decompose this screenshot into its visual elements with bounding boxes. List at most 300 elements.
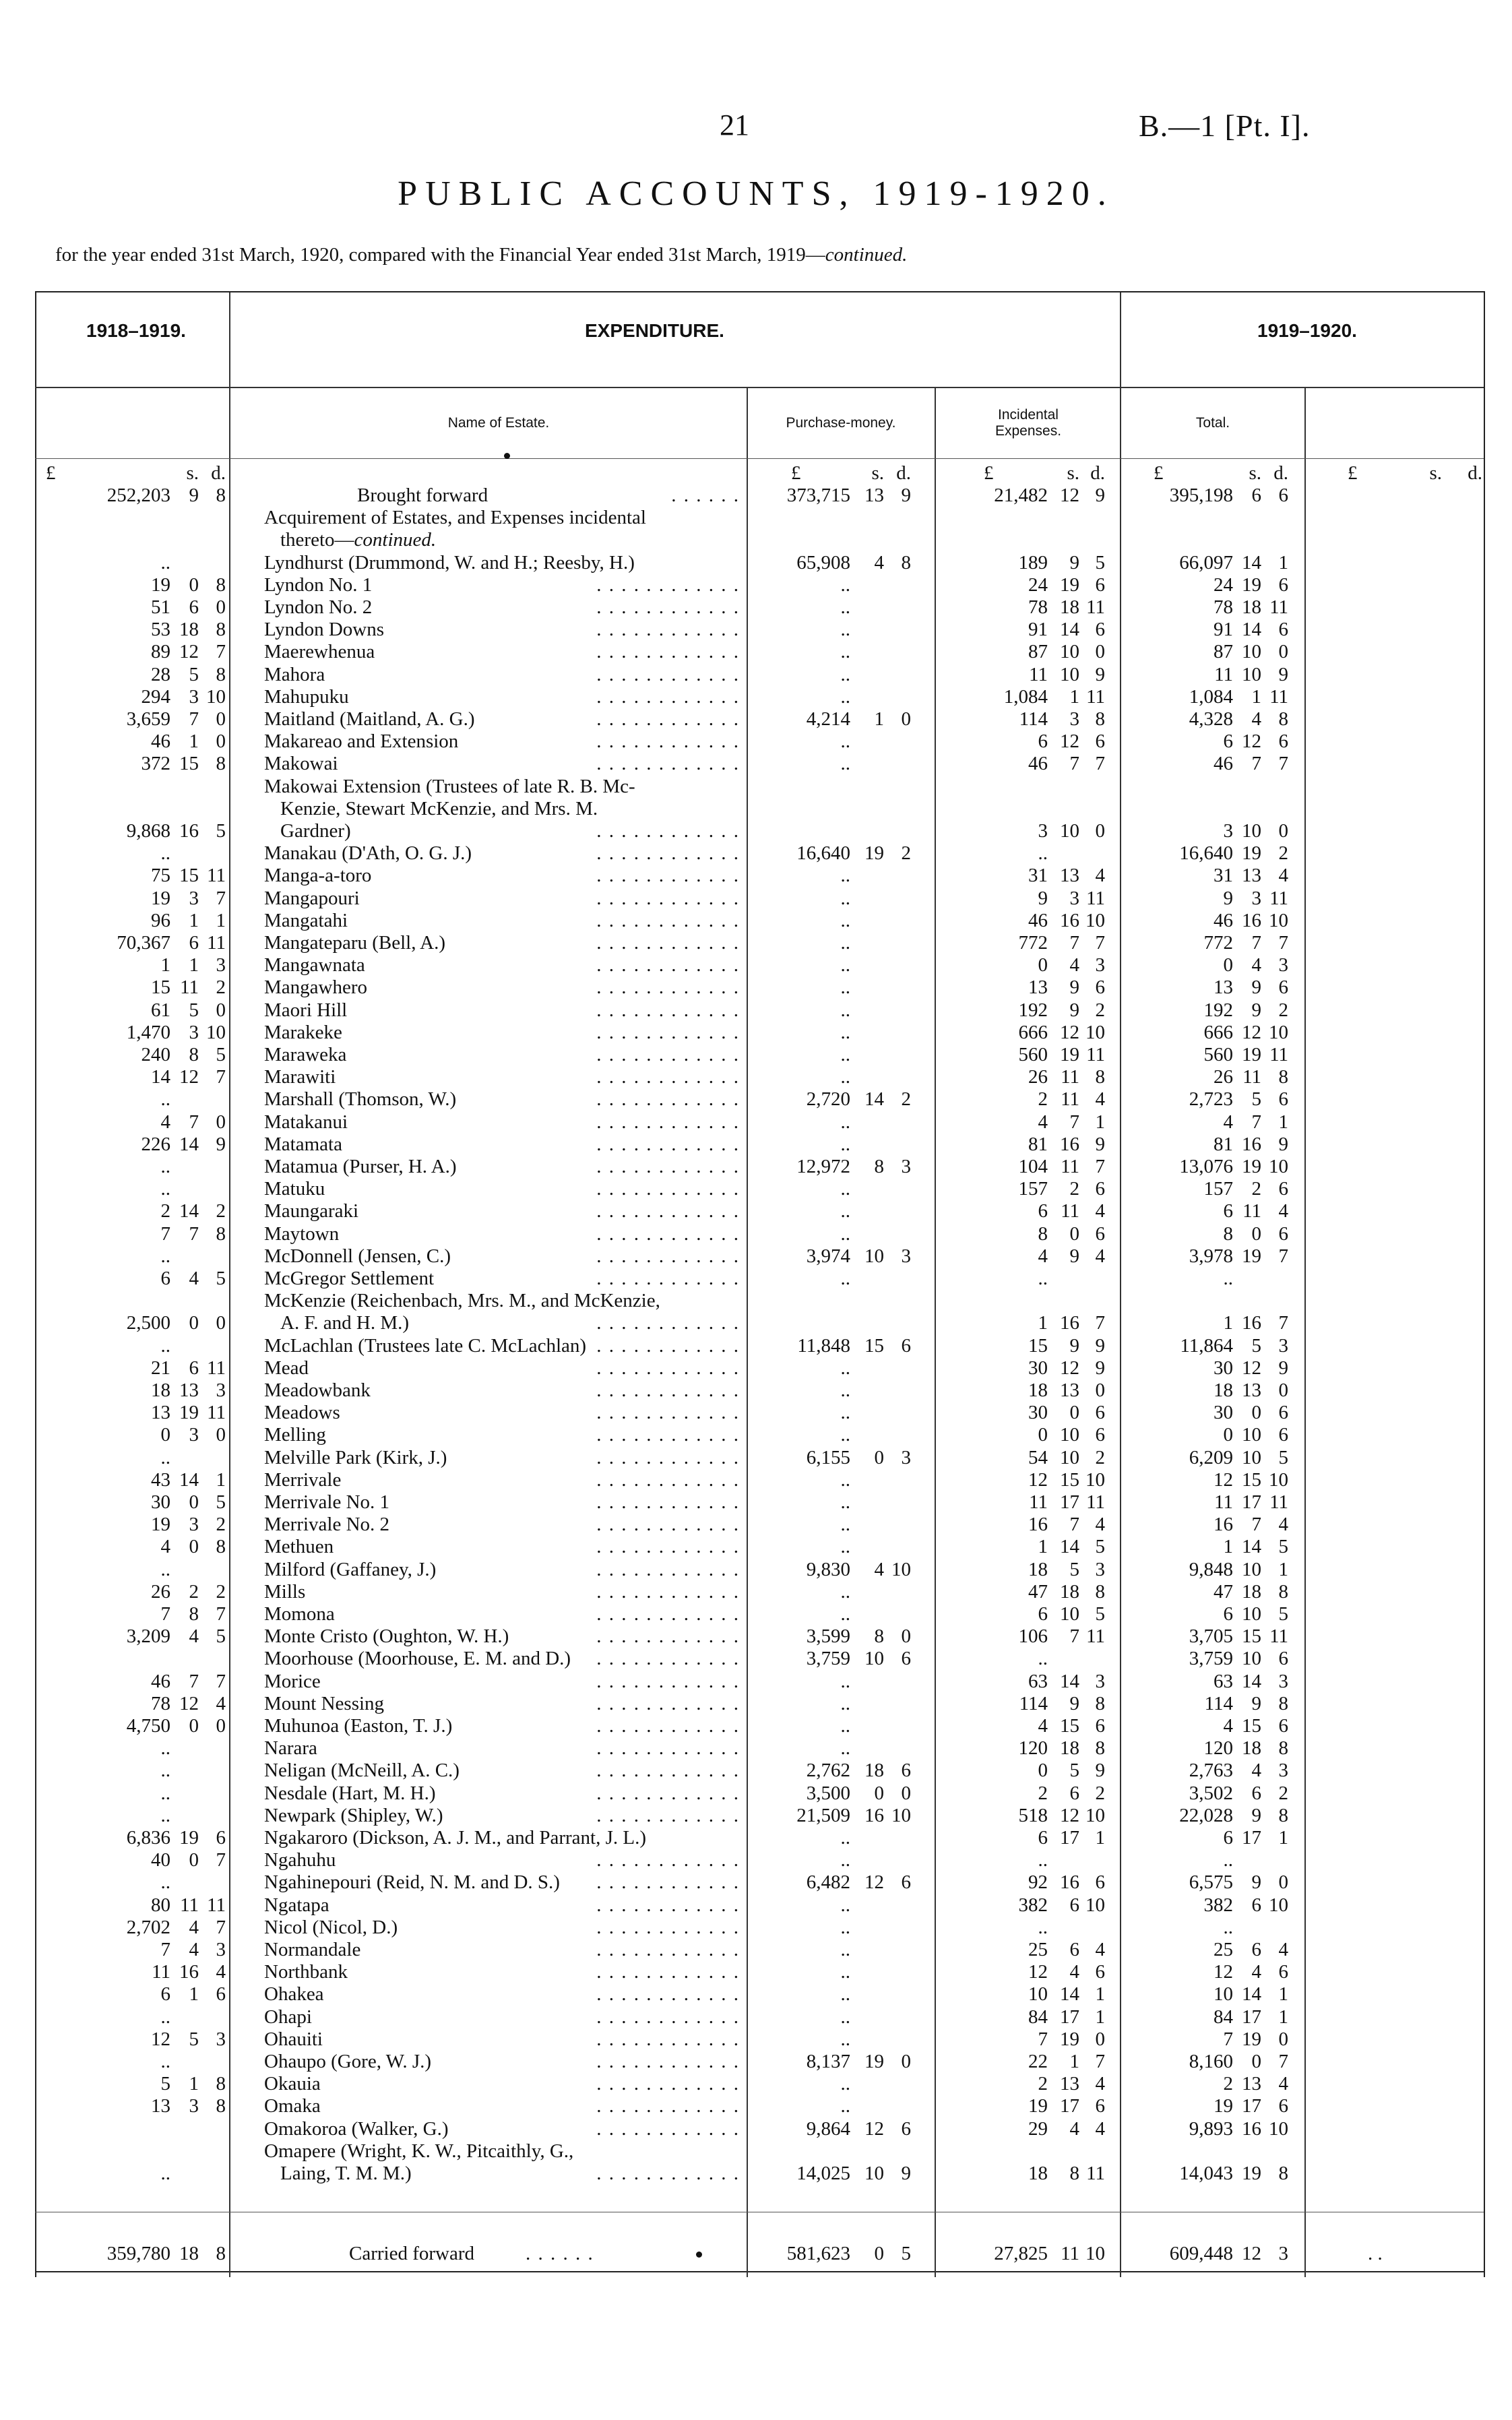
tot-pound: 395,198: [1169, 485, 1233, 506]
tot-s: 15: [1242, 1715, 1261, 1737]
prev-d: 2: [216, 1514, 226, 1535]
prev-pound: 4: [160, 1111, 170, 1133]
tot-s: 13: [1242, 1379, 1261, 1401]
ie-pound: 92: [1028, 1871, 1048, 1893]
pm-pound: ..: [840, 574, 850, 596]
tot-pound: ..: [1223, 1849, 1233, 1871]
estate-name-text: Omaka: [264, 2095, 321, 2117]
ie-unit-d: d.: [1090, 462, 1105, 484]
prev-pound: 40: [151, 1849, 170, 1871]
pm-pound: 3,500: [806, 1782, 850, 1804]
prev-d: 7: [216, 641, 226, 662]
tot-s: 4: [1251, 1961, 1261, 1983]
ie-s: 18: [1060, 1581, 1079, 1603]
leader-dots: . . . . . . . . . . . .: [596, 619, 740, 640]
tot-s: 7: [1251, 1514, 1261, 1535]
prev-pound: 6: [160, 1268, 170, 1289]
prev-s: 2: [189, 1581, 199, 1603]
prev-d: 4: [216, 1961, 226, 1983]
prev-d: 3: [216, 2028, 226, 2050]
ie-s: 5: [1069, 1760, 1079, 1781]
ie-d: 9: [1095, 1335, 1105, 1357]
ie-pound: 0: [1038, 1424, 1048, 1446]
ie-s: 10: [1060, 1603, 1079, 1625]
pm-pound: ..: [840, 1917, 850, 1938]
estate-name-italic: continued.: [354, 529, 437, 551]
pm-pound: ..: [840, 865, 850, 886]
leader-dots: . . . . . . . . . . . .: [596, 1379, 740, 1401]
leader-dots: . . . . . . . . . . . .: [596, 842, 740, 864]
pm-pound: ..: [840, 1379, 850, 1401]
ie-pound: 0: [1038, 954, 1048, 976]
tot-s: 13: [1242, 2073, 1261, 2095]
tot-s: 4: [1251, 954, 1261, 976]
prev-d: 7: [216, 1671, 226, 1692]
leader-dots: . . . . . . . . . . . .: [596, 1022, 740, 1043]
prev-s: 1: [189, 1983, 199, 2005]
prev-pound: 46: [151, 731, 170, 752]
pm-pound: 11,848: [797, 1335, 850, 1357]
ie-s: 1: [1069, 686, 1079, 708]
ie-pound: 18: [1028, 2163, 1048, 2184]
last-unit-pound: £: [1348, 462, 1358, 484]
ie-d: 8: [1095, 1066, 1105, 1088]
tot-d: 6: [1278, 1402, 1288, 1423]
ie-d: 0: [1095, 2028, 1105, 2050]
pm-unit-d: d.: [896, 462, 911, 484]
tot-s: 6: [1251, 1782, 1261, 1804]
ie-pound: 9: [1038, 888, 1048, 909]
tot-d: 3: [1278, 954, 1288, 976]
estate-name-text: Meadows: [264, 1402, 340, 1423]
tot-pound: 13: [1214, 976, 1233, 998]
tot-s: 3: [1251, 888, 1261, 909]
expenditure-heading: EXPENDITURE.: [585, 320, 724, 341]
tot-d: 10: [1269, 1022, 1288, 1043]
ie-d: 2: [1095, 1447, 1105, 1468]
ie-pound: 18: [1028, 1559, 1048, 1580]
prev-s: 9: [189, 485, 199, 506]
tot-pound: 3: [1223, 820, 1233, 842]
prev-s: 1: [189, 954, 199, 976]
prev-d: 9: [216, 1134, 226, 1155]
pm-pound: 12,972: [796, 1156, 850, 1177]
ie-s: 19: [1060, 574, 1079, 596]
estate-name-text: Mangawnata: [264, 954, 365, 976]
tot-s: 15: [1242, 1469, 1261, 1491]
pm-s: 12: [864, 1871, 884, 1893]
leader-dots: . . . . . . . . . . . .: [596, 1245, 740, 1267]
ie-d: 4: [1095, 865, 1105, 886]
prev-pound: 51: [151, 596, 170, 618]
ie-pound: 157: [1018, 1178, 1048, 1200]
prev-s: 14: [179, 1200, 199, 1222]
estate-name-text: Milford (Gaffaney, J.): [264, 1559, 437, 1580]
ie-d: 7: [1095, 1156, 1105, 1177]
prev-pound: 11: [152, 1961, 170, 1983]
leader-dots: . . . . . . . . . . . .: [596, 1581, 740, 1603]
estate-name-text: thereto—: [280, 529, 354, 551]
footer-pm-s: 0: [874, 2243, 884, 2264]
tot-d: 0: [1278, 641, 1288, 662]
leader-dots: . . . . . . . . . . . .: [596, 1760, 740, 1781]
pm-pound: ..: [840, 1693, 850, 1714]
prev-s: 0: [189, 1491, 199, 1513]
estate-name-text: Morice: [264, 1671, 321, 1692]
tot-s: 6: [1251, 1894, 1261, 1916]
prev-d: 3: [216, 1939, 226, 1960]
prev-pound: 7: [160, 1603, 170, 1625]
tot-pound: 4: [1223, 1111, 1233, 1133]
ie-s: 9: [1069, 999, 1079, 1021]
divider-total: [1304, 387, 1306, 2277]
last-unit-s: s.: [1429, 462, 1442, 484]
leader-dots: . . . . . . . . . . . .: [596, 954, 740, 976]
tot-pound: 9,848: [1189, 1559, 1233, 1580]
ie-pound: 1: [1038, 1536, 1048, 1557]
pm-pound: 373,715: [786, 485, 850, 506]
pm-s: 18: [864, 1760, 884, 1781]
estate-name-text: Matamata: [264, 1134, 342, 1155]
estate-name-text: Ohauiti: [264, 2028, 323, 2050]
bullet-dot: [504, 453, 510, 459]
prev-d: 11: [207, 1894, 226, 1916]
prev-s: 13: [179, 1379, 199, 1401]
footer-ie-d: 10: [1085, 2243, 1105, 2264]
ie-pound: 25: [1028, 1939, 1048, 1960]
prev-d: 0: [216, 999, 226, 1021]
tot-d: 8: [1278, 1066, 1288, 1088]
tot-s: 19: [1242, 574, 1261, 596]
tot-pound: 18: [1214, 1379, 1233, 1401]
prev-d: 11: [207, 865, 226, 886]
prev-d: 0: [216, 708, 226, 730]
prev-pound: ..: [160, 1805, 170, 1826]
tot-s: 18: [1242, 1581, 1261, 1603]
prev-pound: 53: [151, 619, 170, 640]
tot-d: 2: [1278, 999, 1288, 1021]
estate-name-text: Maraweka: [264, 1044, 347, 1065]
ie-s: 13: [1060, 865, 1079, 886]
tot-s: 2: [1251, 1178, 1261, 1200]
ie-pound: ..: [1038, 1917, 1048, 1938]
ie-pound: 0: [1038, 1760, 1048, 1781]
prev-s: 0: [189, 1849, 199, 1871]
prev-d: 10: [206, 686, 226, 708]
estate-name-text: Matakanui: [264, 1111, 348, 1133]
ie-d: 6: [1095, 1424, 1105, 1446]
ie-s: 14: [1060, 1536, 1079, 1557]
tot-d: 10: [1269, 1156, 1288, 1177]
pm-d: 6: [901, 1648, 911, 1669]
tot-pound: 8: [1223, 1223, 1233, 1245]
pm-pound: ..: [840, 1715, 850, 1737]
tot-s: 0: [1251, 1223, 1261, 1245]
leader-dots: . . . . . . . . . . . .: [596, 2095, 740, 2117]
estate-name-text: Maerewhenua: [264, 641, 375, 662]
pm-d: 3: [901, 1156, 911, 1177]
estate-name-text: Neligan (McNeill, A. C.): [264, 1760, 460, 1781]
ie-d: 4: [1095, 1245, 1105, 1267]
tot-d: 3: [1278, 1760, 1288, 1781]
tot-s: 19: [1242, 842, 1261, 864]
tot-s: 10: [1242, 820, 1261, 842]
pm-unit-s: s.: [871, 462, 884, 484]
tot-d: 1: [1278, 2006, 1288, 2028]
prev-s: 0: [189, 1715, 199, 1737]
tot-s: 12: [1242, 731, 1261, 752]
tot-pound: 47: [1214, 1581, 1233, 1603]
ie-pound: 8: [1038, 1223, 1048, 1245]
pm-pound: ..: [840, 910, 850, 931]
tot-pound: 4: [1223, 1715, 1233, 1737]
pm-s: 16: [864, 1805, 884, 1826]
prev-pound: 43: [151, 1469, 170, 1491]
tot-s: 19: [1242, 2028, 1261, 2050]
tot-d: 8: [1278, 1805, 1288, 1826]
ie-pound: 7: [1038, 2028, 1048, 2050]
prev-d: 11: [207, 1357, 226, 1379]
prev-s: 16: [179, 1961, 199, 1983]
estate-name-text: Maori Hill: [264, 999, 348, 1021]
column-header-name: Name of Estate.: [447, 415, 550, 431]
ie-s: 18: [1060, 596, 1079, 618]
subtitle-continued: continued.: [825, 244, 908, 266]
prev-pound: 78: [151, 1693, 170, 1714]
ie-s: 12: [1060, 1022, 1079, 1043]
leader-dots: . . . . . . . . . . . .: [596, 1200, 740, 1222]
ie-pound: 382: [1018, 1894, 1048, 1916]
pm-d: 10: [891, 1559, 911, 1580]
tot-pound: 46: [1214, 753, 1233, 774]
tot-s: 5: [1251, 1335, 1261, 1357]
ie-d: 9: [1095, 1760, 1105, 1781]
tot-pound: 0: [1223, 1424, 1233, 1446]
tot-d: 4: [1278, 1200, 1288, 1222]
tot-s: 16: [1242, 1312, 1261, 1334]
pm-pound: ..: [840, 1357, 850, 1379]
prev-pound: 13: [151, 2095, 170, 2117]
leader-dots: . . . . . . . . . . . .: [596, 664, 740, 685]
ie-s: 14: [1060, 1983, 1079, 2005]
ie-s: 12: [1060, 1805, 1079, 1826]
tot-s: 10: [1242, 641, 1261, 662]
prev-s: 0: [189, 1312, 199, 1334]
pm-d: 6: [901, 1871, 911, 1893]
tot-s: 19: [1242, 1245, 1261, 1267]
ie-d: 8: [1095, 1581, 1105, 1603]
ie-s: 10: [1060, 1424, 1079, 1446]
tot-pound: 382: [1203, 1894, 1233, 1916]
tot-d: 10: [1269, 1894, 1288, 1916]
tot-pound: ..: [1223, 1268, 1233, 1289]
pm-pound: 6,482: [806, 1871, 850, 1893]
tot-pound: 66,097: [1179, 552, 1233, 573]
ie-s: 4: [1069, 1961, 1079, 1983]
estate-name-text: Lyndon Downs: [264, 619, 385, 640]
pm-pound: ..: [840, 619, 850, 640]
prev-d: 8: [216, 1223, 226, 1245]
prev-pound: 75: [151, 865, 170, 886]
ie-s: 12: [1060, 731, 1079, 752]
page-subtitle: [55, 244, 907, 266]
prev-d: 4: [216, 1693, 226, 1714]
estate-name-text: Ohaupo (Gore, W. J.): [264, 2051, 432, 2072]
prev-s: 3: [189, 1514, 199, 1535]
tot-pound: 22,028: [1179, 1805, 1233, 1826]
tot-pound: 2,723: [1189, 1088, 1233, 1110]
tot-pound: 560: [1203, 1044, 1233, 1065]
estate-name-text: Melling: [264, 1424, 326, 1446]
leader-dots: . . . . . . . . . . . .: [596, 1402, 740, 1423]
estate-name-text: Maytown: [264, 1223, 340, 1245]
estate-name: [264, 1290, 739, 1312]
prev-d: 2: [216, 1581, 226, 1603]
prev-s: 4: [189, 1625, 199, 1647]
ie-d: 2: [1095, 1782, 1105, 1804]
ie-d: 7: [1095, 2051, 1105, 2072]
pm-pound: 8,137: [806, 2051, 850, 2072]
ie-s: 7: [1069, 1625, 1079, 1647]
prev-pound: 6: [160, 1983, 170, 2005]
estate-name-text: Normandale: [264, 1939, 361, 1960]
estate-name-text: McGregor Settlement: [264, 1268, 435, 1289]
prev-pound: ..: [160, 842, 170, 864]
ie-d: 0: [1095, 820, 1105, 842]
tot-s: 17: [1242, 2006, 1261, 2028]
prev-s: 15: [179, 753, 199, 774]
tot-pound: 46: [1214, 910, 1233, 931]
pm-pound: ..: [840, 1491, 850, 1513]
prev-s: 15: [179, 865, 199, 886]
tot-d: 9: [1278, 1134, 1288, 1155]
tot-s: 14: [1242, 552, 1261, 573]
prev-pound: ..: [160, 1088, 170, 1110]
tot-pound: 30: [1214, 1402, 1233, 1423]
pm-pound: 4,214: [806, 708, 850, 730]
ie-s: 8: [1069, 2163, 1079, 2184]
pm-unit-pound: £: [791, 462, 801, 484]
ie-pound: 2: [1038, 2073, 1048, 2095]
header-rule: [35, 387, 1484, 388]
pm-pound: 2,720: [806, 1088, 850, 1110]
leader-dots: . . . . . . . . . . . .: [596, 1514, 740, 1535]
tot-s: 9: [1251, 976, 1261, 998]
leader-dots: . . . . . . . . . . . .: [596, 1961, 740, 1983]
tot-s: 16: [1242, 2118, 1261, 2140]
ie-d: 3: [1095, 954, 1105, 976]
tot-d: 9: [1278, 1357, 1288, 1379]
leader-dots: . . . . . . . . . . . .: [596, 1603, 740, 1625]
ie-pound: 6: [1038, 1827, 1048, 1849]
prev-s: 19: [179, 1402, 199, 1423]
tot-pound: 3,759: [1189, 1648, 1233, 1669]
tot-pound: 91: [1214, 619, 1233, 640]
footer-pm-pound: 581,623: [786, 2243, 850, 2264]
tot-d: 10: [1269, 1469, 1288, 1491]
leader-dots: . . . . . . . . . . . .: [596, 1917, 740, 1938]
ie-s: 16: [1060, 1871, 1079, 1893]
ie-s: 9: [1069, 976, 1079, 998]
ie-d: 11: [1086, 686, 1105, 708]
prev-s: 16: [179, 820, 199, 842]
ie-pound: 46: [1028, 910, 1048, 931]
tot-pound: 78: [1214, 596, 1233, 618]
ie-d: 7: [1095, 1312, 1105, 1334]
prev-d: 8: [216, 1536, 226, 1557]
ie-s: 16: [1060, 910, 1079, 931]
footer-prev-pound: 359,780: [106, 2243, 170, 2264]
tot-pound: 1: [1223, 1536, 1233, 1557]
prev-pound: ..: [160, 552, 170, 573]
prev-pound: 7: [160, 1223, 170, 1245]
prev-d: 7: [216, 1066, 226, 1088]
ie-pound: ..: [1038, 1849, 1048, 1871]
prev-s: 4: [189, 1268, 199, 1289]
tot-s: 9: [1251, 1693, 1261, 1714]
ie-s: 9: [1069, 1245, 1079, 1267]
estate-name-text: Narara: [264, 1737, 317, 1759]
prev-d: 10: [206, 1022, 226, 1043]
ie-d: 6: [1095, 619, 1105, 640]
footer-prev-s: 18: [179, 2243, 199, 2264]
leader-dots: . . . . . . . . . . . .: [596, 1715, 740, 1737]
tot-pound: 84: [1214, 2006, 1233, 2028]
leader-dots: . . . . . . . . . . . .: [596, 1805, 740, 1826]
prev-s: 11: [180, 976, 199, 998]
ie-pound: 24: [1028, 574, 1048, 596]
ie-s: 17: [1060, 2006, 1079, 2028]
ie-s: 7: [1069, 1111, 1079, 1133]
prev-s: 11: [180, 1894, 199, 1916]
tot-pound: 772: [1203, 932, 1233, 954]
estate-name-text: A. F. and H. M.): [280, 1312, 410, 1334]
estate-name-text: Mangatahi: [264, 910, 348, 931]
tot-d: 7: [1278, 1312, 1288, 1334]
leader-dots: . . . . . . . . . . . .: [596, 1559, 740, 1580]
pm-s: 10: [864, 2163, 884, 2184]
ie-s: 1: [1069, 2051, 1079, 2072]
tot-pound: 2,763: [1189, 1760, 1233, 1781]
ie-s: 17: [1060, 1827, 1079, 1849]
leader-dots: . . . . . .: [671, 485, 740, 506]
ie-pound: 2: [1038, 1088, 1048, 1110]
tot-pound: 26: [1214, 1066, 1233, 1088]
ie-d: 4: [1095, 1939, 1105, 1960]
estate-name-text: Mount Nessing: [264, 1693, 385, 1714]
tot-s: 16: [1242, 1134, 1261, 1155]
tot-pound: 87: [1214, 641, 1233, 662]
ie-pound: 1: [1038, 1312, 1048, 1334]
prev-d: 1: [216, 1469, 226, 1491]
leader-dots: . . . . . . . . . . . .: [596, 1111, 740, 1133]
ie-s: 16: [1060, 1134, 1079, 1155]
tot-pound: 6,575: [1189, 1871, 1233, 1893]
pm-pound: ..: [840, 1536, 850, 1557]
ie-pound: 11: [1029, 1491, 1048, 1513]
prev-unit-pound: £: [46, 462, 56, 484]
ie-d: 6: [1095, 1961, 1105, 1983]
ie-pound: 4: [1038, 1245, 1048, 1267]
prev-pound: 30: [151, 1491, 170, 1513]
prev-d: 3: [216, 954, 226, 976]
leader-dots: . . . . . . . . . . . .: [596, 753, 740, 774]
ie-d: 10: [1085, 1469, 1105, 1491]
ie-pound: 560: [1018, 1044, 1048, 1065]
prev-s: 19: [179, 1827, 199, 1849]
ie-pound: 91: [1028, 619, 1048, 640]
tot-d: 9: [1278, 664, 1288, 685]
